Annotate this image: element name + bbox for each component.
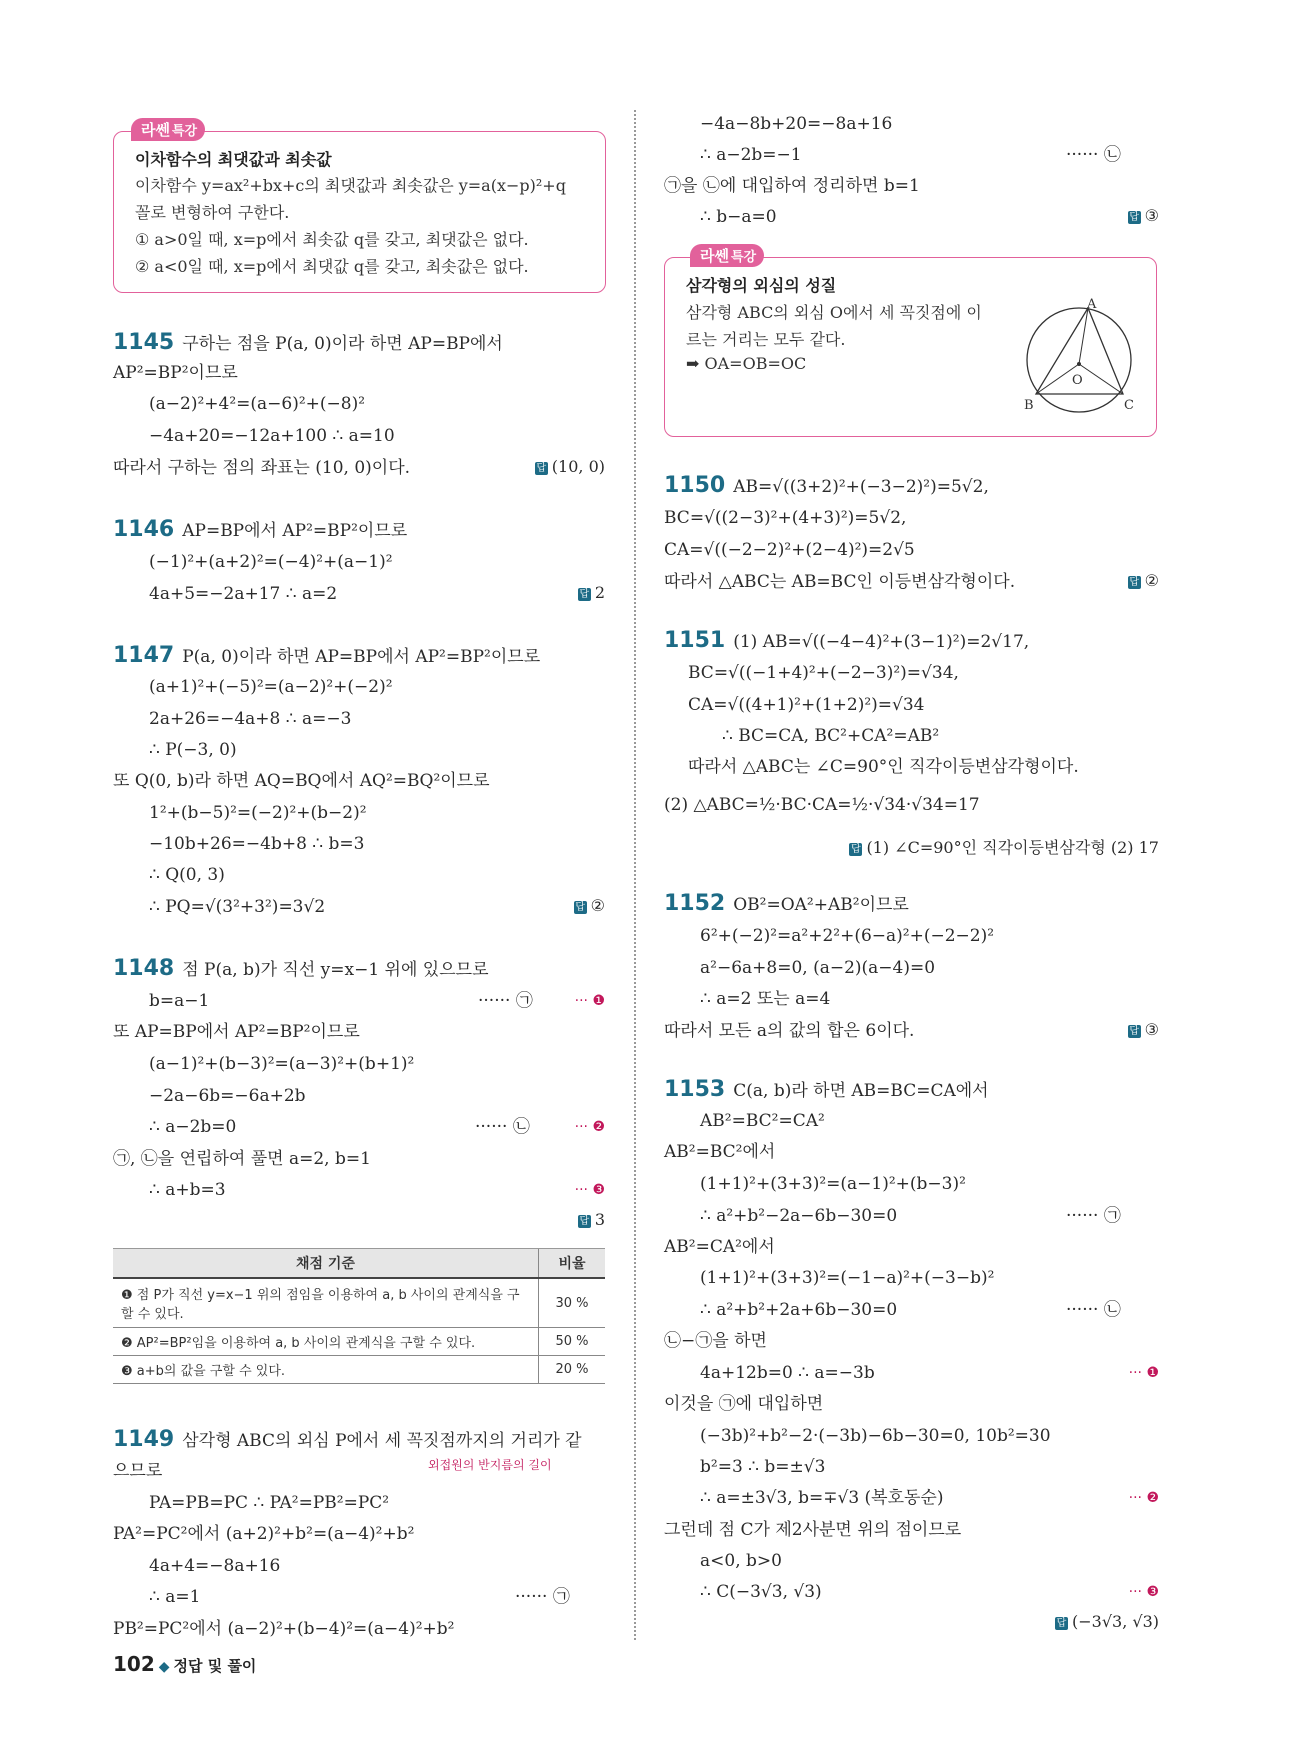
solution-line: ∴ BC=CA, BC²+CA²=AB² — [722, 726, 940, 746]
solution-line: 따라서 모든 a의 값의 합은 6이다. — [664, 1021, 915, 1041]
solution-line: (1+1)²+(3+3)²=(−1−a)²+(−3−b)² — [700, 1268, 995, 1288]
tip-line: ① a>0일 때, x=p에서 최솟값 q를 갖고, 최댓값은 없다. — [135, 230, 529, 249]
solution-line: 6²+(−2)²=a²+2²+(6−a)²+(−2−2)² — [700, 926, 995, 946]
answer-1147: 답 ② — [575, 896, 605, 915]
solution-line: (2) △ABC=½·BC·CA=½·√34·√34=17 — [664, 795, 980, 815]
annotation-note: 외접원의 반지름의 길이 — [428, 1458, 552, 1472]
circumcircle-diagram — [1024, 298, 1134, 416]
ratio-header: 비율 — [539, 1249, 606, 1279]
solution-line: CA=√((−2−2)²+(2−4)²)=2√5 — [664, 540, 915, 560]
step-marker: ··· ❶ — [574, 993, 605, 1009]
problem-number: 1150 — [664, 473, 726, 498]
solution-line: −4a−8b+20=−8a+16 — [700, 114, 893, 134]
solution-line: −10b+26=−4b+8 ∴ b=3 — [149, 834, 365, 854]
solution-line: ∴ a=2 또는 a=4 — [700, 989, 831, 1009]
solution-line: 이것을 ㉠에 대입하면 — [664, 1394, 824, 1414]
solution-line: ∴ a²+b²−2a−6b−30=0 — [700, 1206, 898, 1226]
problem-1147-line: 1147 P(a, 0)이라 하면 AP=BP에서 AP²=BP²이므로 — [113, 643, 541, 668]
tip-tag: 라쎈 특강 — [690, 244, 764, 267]
table-row: ❸ a+b의 값을 구할 수 있다. 20 % — [113, 1356, 605, 1384]
solution-line: BC=√((2−3)²+(4+3)²)=5√2, — [664, 508, 907, 528]
tip-line: 르는 거리는 모두 같다. — [686, 330, 846, 349]
step-marker: ··· ❷ — [574, 1119, 605, 1135]
solution-line: PA=PB=PC ∴ PA²=PB²=PC² — [149, 1493, 390, 1513]
solution-line: ㉠, ㉡을 연립하여 풀면 a=2, b=1 — [113, 1149, 371, 1169]
step-marker: ··· ❸ — [1128, 1584, 1159, 1600]
solution-line: (1+1)²+(3+3)²=(a−1)²+(b−3)² — [700, 1174, 966, 1194]
solution-line: 따라서 △ABC는 AB=BC인 이등변삼각형이다. — [664, 572, 1016, 592]
problem-1152-line: 1152 OB²=OA²+AB²이므로 — [664, 891, 909, 916]
tip-title: 삼각형의 외심의 성질 — [686, 276, 837, 295]
solution-line: b²=3 ∴ b=±√3 — [700, 1457, 826, 1477]
tip-line: 삼각형 ABC의 외심 O에서 세 꼭짓점에 이 — [686, 303, 982, 322]
answer-1153: 답 (−3√3, √3) — [1056, 1612, 1159, 1631]
svg-text:B: B — [1024, 398, 1034, 413]
problem-1151-line: 1151 (1) AB=√((−4−4)²+(3−1)²)=2√17, — [664, 628, 1030, 653]
solution-line: (−1)²+(a+2)²=(−4)²+(a−1)² — [149, 552, 393, 572]
problem-1145-line: 1145 구하는 점을 P(a, 0)이라 하면 AP=BP에서 — [113, 330, 503, 355]
answer-1150: 답 ② — [1129, 571, 1159, 590]
problem-number: 1153 — [664, 1077, 726, 1102]
solution-line: ∴ b−a=0 — [700, 207, 777, 227]
solution-line: ∴ a²+b²+2a+6b−30=0 — [700, 1300, 898, 1320]
solution-line: PA²=PC²에서 (a+2)²+b²=(a−4)²+b² — [113, 1524, 415, 1544]
svg-text:A: A — [1087, 298, 1097, 312]
tip-line: ② a<0일 때, x=p에서 최댓값 q를 갖고, 최솟값은 없다. — [135, 257, 529, 276]
solution-line: 따라서 구하는 점의 좌표는 (10, 0)이다. — [113, 458, 411, 478]
page-footer: 102 ◆ 정답 및 풀이 — [113, 1652, 257, 1676]
problem-1153-line: 1153 C(a, b)라 하면 AB=BC=CA에서 — [664, 1077, 989, 1102]
solution-line: AB²=BC²에서 — [664, 1142, 776, 1162]
solution-line: ∴ a+b=3 — [149, 1180, 226, 1200]
solution-line: 4a+12b=0 ∴ a=−3b — [700, 1363, 875, 1383]
solution-line: 4a+5=−2a+17 ∴ a=2 — [149, 584, 338, 604]
problem-1146-line: 1146 AP=BP에서 AP²=BP²이므로 — [113, 517, 408, 542]
problem-number: 1147 — [113, 643, 175, 668]
solution-line: (a−2)²+4²=(a−6)²+(−8)² — [149, 394, 366, 414]
solution-line: (−3b)²+b²−2·(−3b)−6b−30=0, 10b²=30 — [700, 1426, 1051, 1446]
solution-line: 1²+(b−5)²=(−2)²+(b−2)² — [149, 803, 367, 823]
tip-line: ➡ OA=OB=OC — [686, 354, 807, 373]
solution-line: ∴ C(−3√3, √3) — [700, 1582, 822, 1602]
tip-title: 이차함수의 최댓값과 최솟값 — [135, 150, 332, 169]
tip-line: 꼴로 변형하여 구한다. — [135, 203, 290, 222]
table-row: ❶ 점 P가 직선 y=x−1 위의 점임을 이용하여 a, b 사이의 관계식을 구할 수 있다. 30 % — [113, 1278, 605, 1328]
solution-line: AB²=BC²=CA² — [700, 1111, 825, 1131]
problem-number: 1151 — [664, 628, 726, 653]
solution-line: (a+1)²+(−5)²=(a−2)²+(−2)² — [149, 677, 393, 697]
equation-mark: ······ ㉠ — [515, 1587, 570, 1607]
scoring-table — [113, 1248, 605, 1384]
problem-1149-line: 1149 삼각형 ABC의 외심 P에서 세 꼭짓점까지의 거리가 같 — [113, 1427, 582, 1452]
tip-line: 이차함수 y=ax²+bx+c의 최댓값과 최솟값은 y=a(x−p)²+q — [135, 176, 566, 195]
problem-number: 1152 — [664, 891, 726, 916]
answer-1145: 답 (10, 0) — [536, 457, 605, 476]
solution-line: −4a+20=−12a+100 ∴ a=10 — [149, 426, 395, 446]
answer-1151: 답 (1) ∠C=90°인 직각이등변삼각형 (2) 17 — [851, 838, 1159, 857]
step-marker: ··· ❶ — [1128, 1365, 1159, 1381]
page-number: 102 — [113, 1652, 155, 1676]
solution-line: ㉡−㉠을 하면 — [664, 1331, 767, 1351]
solution-line: ∴ a−2b=−1 — [700, 145, 802, 165]
solution-line: 4a+4=−8a+16 — [149, 1556, 281, 1576]
solution-line: ∴ a=1 — [149, 1587, 201, 1607]
equation-mark: ······ ㉡ — [1066, 145, 1121, 165]
answer-1146: 답 2 — [579, 583, 605, 602]
solution-line: ∴ P(−3, 0) — [149, 740, 237, 760]
solution-line: 으므로 — [113, 1461, 163, 1481]
solution-line: BC=√((−1+4)²+(−2−3)²)=√34, — [688, 663, 959, 683]
step-marker: ··· ❸ — [574, 1182, 605, 1198]
problem-1150-line: 1150 AB=√((3+2)²+(−3−2)²)=5√2, — [664, 473, 989, 498]
problem-number: 1148 — [113, 956, 175, 981]
equation-mark: ······ ㉠ — [1066, 1206, 1121, 1226]
solution-line: 2a+26=−4a+8 ∴ a=−3 — [149, 709, 352, 729]
solution-line: 그런데 점 C가 제2사분면 위의 점이므로 — [664, 1520, 962, 1540]
footer-label: 정답 및 풀이 — [173, 1657, 257, 1675]
solution-line: (a−1)²+(b−3)²=(a−3)²+(b+1)² — [149, 1054, 415, 1074]
problem-1148-line: 1148 점 P(a, b)가 직선 y=x−1 위에 있으므로 — [113, 956, 489, 981]
svg-text:O: O — [1072, 373, 1083, 388]
answer-1148: 답 3 — [579, 1210, 605, 1229]
column-divider — [634, 110, 636, 1640]
tip-tag: 라쎈 특강 — [131, 118, 205, 141]
solution-line: 따라서 △ABC는 ∠C=90°인 직각이등변삼각형이다. — [688, 757, 1079, 777]
solution-line: b=a−1 — [149, 991, 210, 1011]
solution-line: 또 AP=BP에서 AP²=BP²이므로 — [113, 1022, 360, 1042]
solution-line: AB²=CA²에서 — [664, 1237, 775, 1257]
solution-line: a<0, b>0 — [700, 1551, 782, 1571]
solution-line: ∴ PQ=√(3²+3²)=3√2 — [149, 897, 326, 917]
criteria-header: 채점 기준 — [113, 1249, 539, 1279]
equation-mark: ······ ㉡ — [475, 1117, 530, 1137]
problem-number: 1149 — [113, 1427, 175, 1452]
solution-line: ∴ Q(0, 3) — [149, 865, 225, 885]
solution-line: ㉠을 ㉡에 대입하여 정리하면 b=1 — [664, 176, 920, 196]
equation-mark: ······ ㉡ — [1066, 1300, 1121, 1320]
table-row: ❷ AP²=BP²임을 이용하여 a, b 사이의 관계식을 구할 수 있다. 50 % — [113, 1328, 605, 1356]
equation-mark: ······ ㉠ — [478, 991, 533, 1011]
solution-line: a²−6a+8=0, (a−2)(a−4)=0 — [700, 958, 936, 978]
solution-line: ∴ a=±3√3, b=∓√3 (복호동순) — [700, 1488, 944, 1508]
problem-number: 1145 — [113, 330, 175, 355]
answer-1152: 답 ③ — [1129, 1020, 1159, 1039]
solution-line: PB²=PC²에서 (a−2)²+(b−4)²=(a−4)²+b² — [113, 1619, 455, 1639]
solution-line: −2a−6b=−6a+2b — [149, 1086, 306, 1106]
solution-line: 또 Q(0, b)라 하면 AQ=BQ에서 AQ²=BQ²이므로 — [113, 771, 490, 791]
svg-text:C: C — [1124, 398, 1134, 413]
solution-line: ∴ a−2b=0 — [149, 1117, 237, 1137]
solution-line: CA=√((4+1)²+(1+2)²)=√34 — [688, 695, 925, 715]
answer-1149: 답 ③ — [1129, 206, 1159, 225]
step-marker: ··· ❷ — [1128, 1490, 1159, 1506]
solution-line: AP²=BP²이므로 — [113, 363, 238, 383]
problem-number: 1146 — [113, 517, 175, 542]
